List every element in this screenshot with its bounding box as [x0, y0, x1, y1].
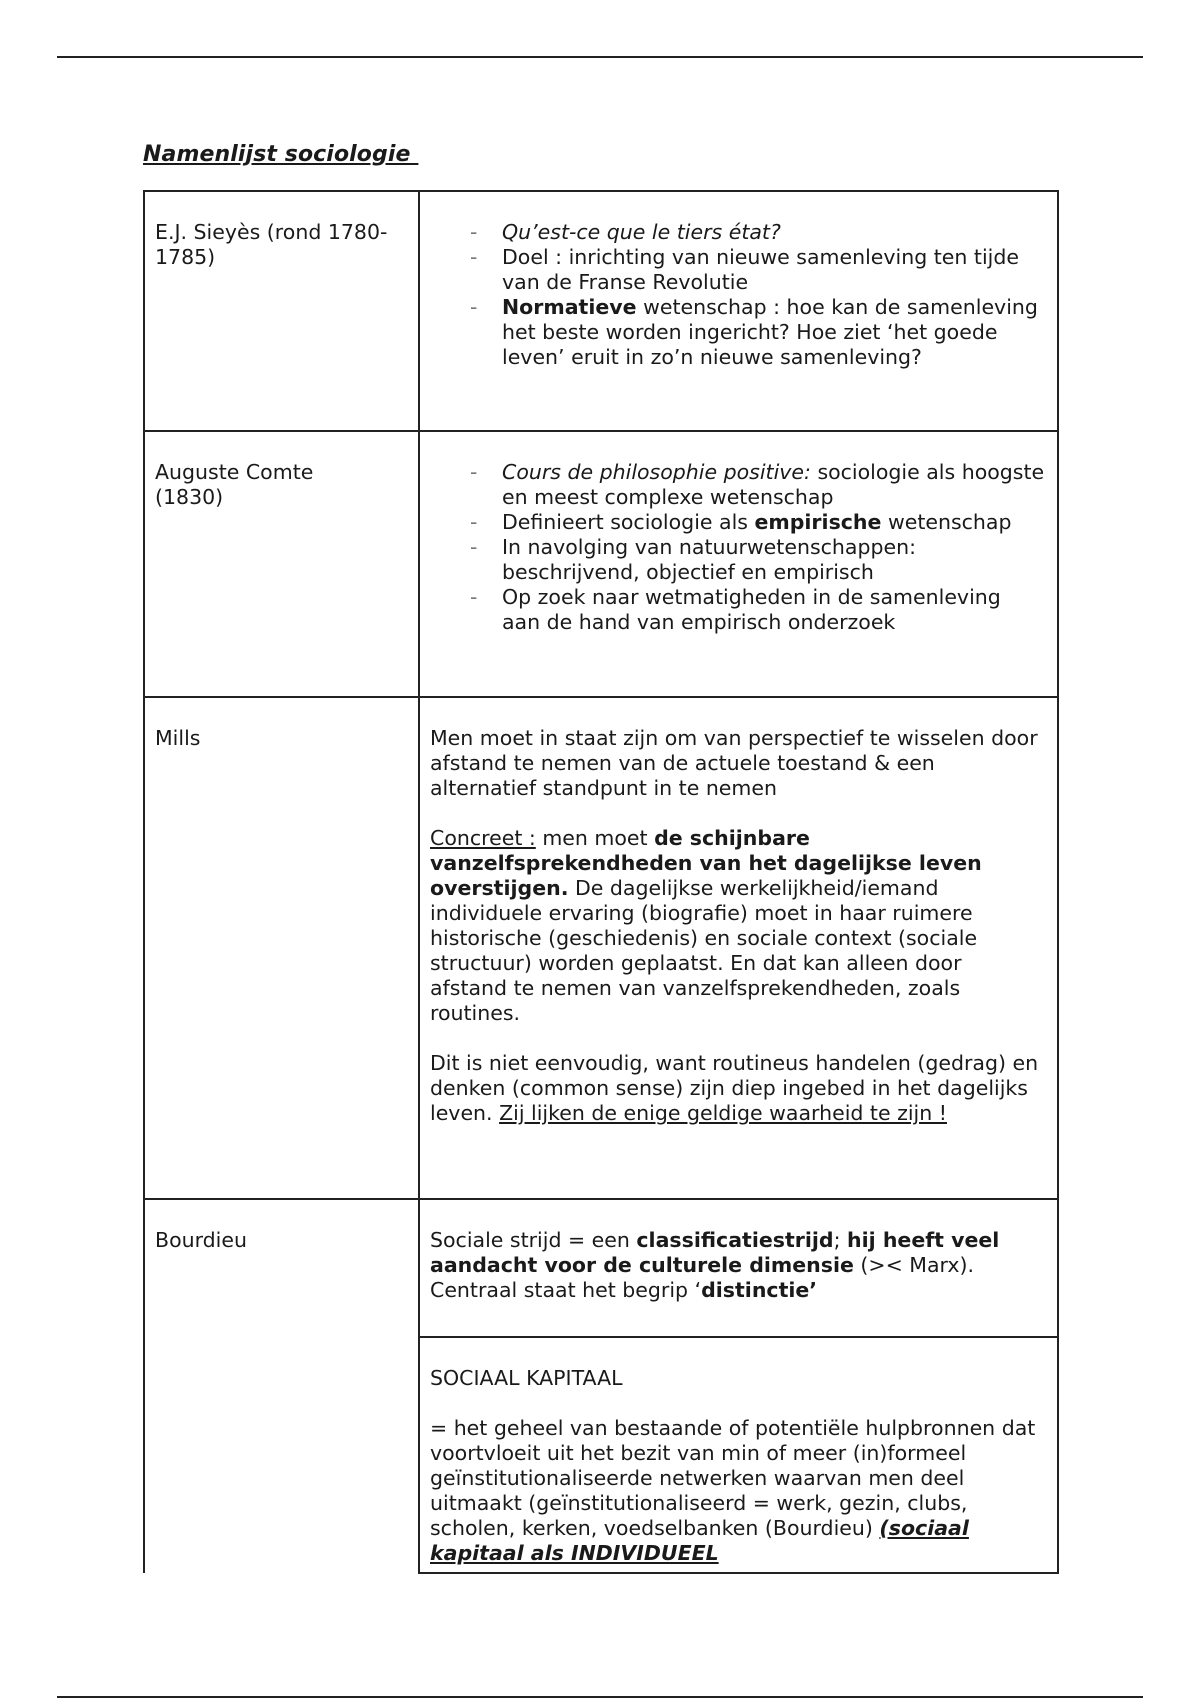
table-row-comte — [144, 431, 1058, 697]
list-item: - Doel : inrichting van nieuwe samenleving ten tijde van de Franse Revolutie — [470, 245, 1045, 295]
names-table — [143, 190, 1059, 1574]
name-bourdieu: Bourdieu — [155, 1228, 247, 1252]
page-title: Namenlijst sociologie — [143, 142, 411, 167]
description-cell — [419, 697, 1058, 1199]
bullet-list — [430, 220, 1045, 370]
name-comte: Auguste Comte (1830) — [155, 460, 314, 509]
bullet-list — [430, 460, 1045, 635]
name-cell — [144, 431, 419, 697]
name-mills: Mills — [155, 726, 201, 750]
description-cell — [419, 191, 1058, 431]
table-row-sieyes — [144, 191, 1058, 431]
table-row-bourdieu — [144, 1199, 1058, 1337]
name-cell — [144, 1199, 419, 1573]
list-item: - Op zoek naar wetmatigheden in de samenleving aan de hand van empirisch onderzoek — [470, 585, 1045, 635]
paragraph: Dit is niet eenvoudig, want routineus handelen (gedrag) en denken (common sense) zijn diep ingebed in het dagelijks leven. Zij lijken de enige geldige waarheid te zijn ! — [430, 1051, 1039, 1125]
list-item: - Qu’est-ce que le tiers état? — [470, 220, 1045, 245]
list-item: - Definieert sociologie als empirische wetenschap — [470, 510, 1045, 535]
name-cell — [144, 191, 419, 431]
paragraph: Concreet : men moet de schijnbare vanzelfsprekendheden van het dagelijkse leven overstijgen. De dagelijkse werkelijkheid/iemand individuele ervaring (biografie) moet in haar ruimere historische (geschiedenis) en sociale context (sociale structuur) worden geplaatst. En dat kan alleen door afstand te nemen van vanzelfsprekendheden, zoals routines. — [430, 826, 982, 1025]
list-item: - Normatieve wetenschap : hoe kan de samenleving het beste worden ingericht? Hoe ziet ‘het goede leven’ eruit in zo’n nieuwe samenleving? — [470, 295, 1045, 370]
paragraph: Men moet in staat zijn om van perspectief te wisselen door afstand te nemen van de actuele toestand & een alternatief standpunt in te nemen — [430, 726, 1038, 800]
section-heading: SOCIAAL KAPITAAL — [430, 1366, 623, 1390]
list-item: - Cours de philosophie positive: sociologie als hoogste en meest complexe wetenschap — [470, 460, 1045, 510]
table-row-mills — [144, 697, 1058, 1199]
name-sieyes: E.J. Sieyès (rond 1780- 1785) — [155, 220, 388, 269]
list-item: - In navolging van natuurwetenschappen: beschrijvend, objectief en empirisch — [470, 535, 1045, 585]
paragraph: Sociale strijd = een classificatiestrijd; hij heeft veel aandacht voor de culturele dimensie (>< Marx). Centraal staat het begrip ‘distinctie’ — [430, 1228, 1000, 1302]
paragraph: = het geheel van bestaande of potentiële hulpbronnen dat voortvloeit uit het bezit van min of meer (in)formeel geïnstitutionaliseerde netwerken waarvan men deel uitmaakt (geïnstitutionaliseerd = werk, gezin, clubs, scholen, kerken, voedselbanken (Bourdieu) (sociaal kapitaal als INDIVIDUEEL — [430, 1416, 1036, 1565]
footer-rule — [57, 1696, 1143, 1698]
header-rule — [57, 56, 1143, 58]
description-cell — [419, 1337, 1058, 1573]
description-cell — [419, 1199, 1058, 1337]
description-cell — [419, 431, 1058, 697]
name-cell — [144, 697, 419, 1199]
